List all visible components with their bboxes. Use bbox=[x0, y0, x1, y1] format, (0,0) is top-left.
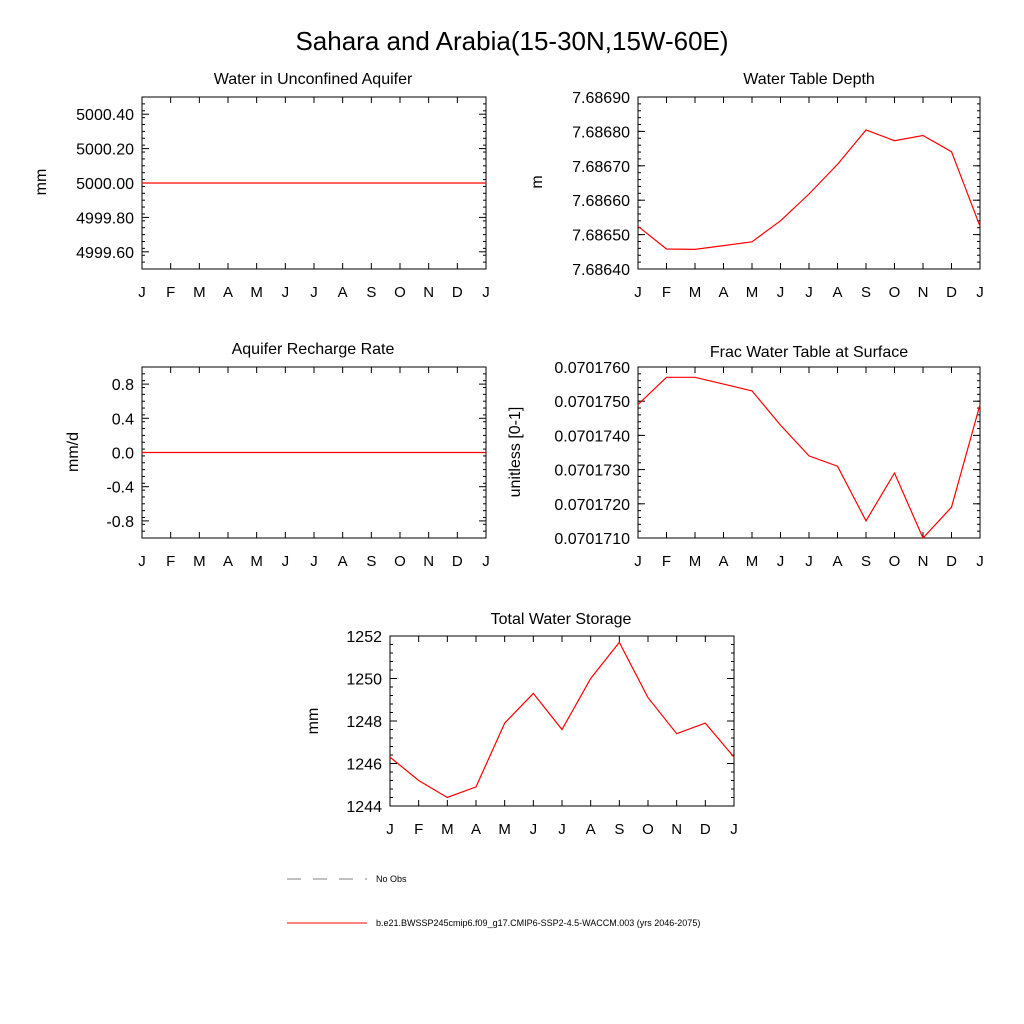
y-tick-label: 0.0701710 bbox=[554, 531, 630, 548]
x-tick-label: N bbox=[917, 553, 929, 570]
y-tick-label: -0.8 bbox=[106, 513, 134, 531]
x-tick-label: O bbox=[642, 821, 654, 838]
y-tick-label: 1248 bbox=[346, 714, 382, 731]
x-tick-label: A bbox=[718, 284, 729, 301]
x-tick-label: F bbox=[166, 553, 176, 570]
x-tick-label: D bbox=[946, 553, 957, 570]
y-tick-label: 7.68650 bbox=[572, 227, 630, 245]
x-tick-label: J bbox=[281, 284, 290, 301]
x-tick-label: J bbox=[310, 553, 318, 570]
panel-title: Frac Water Table at Surface bbox=[709, 344, 909, 361]
x-tick-label: D bbox=[699, 821, 711, 838]
x-tick-label: N bbox=[917, 284, 929, 301]
y-tick-label: 7.68670 bbox=[572, 158, 630, 176]
x-tick-label: J bbox=[634, 284, 642, 301]
y-axis-label: unitless [0-1] bbox=[507, 406, 524, 498]
chart-5 bbox=[346, 629, 737, 838]
x-tick-label: J bbox=[310, 284, 318, 301]
y-tick-label: 1244 bbox=[346, 799, 382, 816]
x-tick-label: J bbox=[976, 284, 984, 301]
x-tick-label: A bbox=[337, 553, 348, 570]
x-tick-label: J bbox=[558, 821, 566, 838]
y-tick-label: 0.0701760 bbox=[554, 360, 630, 377]
x-tick-label: A bbox=[585, 821, 596, 838]
y-tick-label: 7.68680 bbox=[572, 124, 630, 142]
y-tick-label: 5000.00 bbox=[76, 176, 134, 193]
y-tick-label: 7.68660 bbox=[572, 193, 630, 211]
x-tick-label: J bbox=[776, 553, 785, 570]
x-tick-label: M bbox=[745, 553, 759, 570]
x-tick-label: M bbox=[498, 821, 511, 838]
x-tick-label: O bbox=[888, 553, 901, 570]
x-tick-label: A bbox=[832, 284, 843, 301]
y-tick-label: 0.4 bbox=[111, 411, 134, 429]
x-tick-label: J bbox=[281, 553, 290, 570]
y-tick-label: 1250 bbox=[346, 671, 382, 689]
x-tick-label: N bbox=[671, 821, 683, 838]
plot-frame bbox=[638, 367, 980, 538]
x-tick-label: F bbox=[414, 821, 424, 838]
panel-title: Water in Unconfined Aquifer bbox=[213, 71, 413, 88]
x-tick-label: J bbox=[805, 284, 813, 301]
legend-obs-label: No Obs bbox=[376, 874, 407, 884]
x-tick-label: O bbox=[394, 553, 406, 570]
x-tick-label: A bbox=[832, 553, 843, 570]
series-line bbox=[638, 130, 980, 249]
x-tick-label: M bbox=[688, 284, 702, 301]
chart-4 bbox=[554, 360, 983, 570]
y-tick-label: -0.4 bbox=[106, 479, 134, 497]
x-tick-label: J bbox=[482, 284, 490, 301]
x-tick-label: J bbox=[776, 284, 785, 301]
x-tick-label: N bbox=[423, 284, 435, 301]
panel-title: Water Table Depth bbox=[743, 71, 875, 88]
series-line bbox=[638, 377, 980, 538]
legend bbox=[287, 874, 700, 928]
x-tick-label: A bbox=[222, 553, 234, 570]
plot-frame bbox=[638, 97, 980, 269]
x-tick-label: J bbox=[482, 553, 490, 570]
x-tick-label: D bbox=[451, 284, 463, 301]
x-tick-label: S bbox=[614, 821, 625, 838]
y-tick-label: 4999.60 bbox=[76, 244, 134, 262]
x-tick-label: D bbox=[451, 553, 463, 570]
x-tick-label: J bbox=[386, 821, 394, 838]
legend-model-label: b.e21.BWSSP245cmip6.f09_g17.CMIP6-SSP2-4.5-WACCM.003 (yrs 2046-2075) bbox=[376, 918, 701, 928]
panel-title: Aquifer Recharge Rate bbox=[231, 341, 395, 358]
y-tick-label: 7.68640 bbox=[572, 262, 630, 279]
y-axis-label: mm bbox=[33, 168, 50, 196]
x-tick-label: A bbox=[718, 553, 729, 570]
x-tick-label: J bbox=[805, 553, 813, 570]
x-tick-label: O bbox=[888, 284, 901, 301]
x-tick-label: M bbox=[250, 553, 263, 570]
y-tick-label: 1252 bbox=[346, 629, 382, 646]
plot-frame bbox=[390, 636, 734, 806]
x-tick-label: S bbox=[366, 284, 377, 301]
y-tick-label: 4999.80 bbox=[76, 210, 134, 228]
figure-title: Sahara and Arabia(15-30N,15W-60E) bbox=[295, 26, 729, 56]
x-tick-label: J bbox=[138, 284, 146, 301]
y-tick-label: 0.0701730 bbox=[554, 462, 630, 480]
y-tick-label: 7.68690 bbox=[572, 90, 630, 107]
x-tick-label: S bbox=[860, 553, 872, 570]
x-tick-label: S bbox=[366, 553, 377, 570]
chart-1 bbox=[76, 97, 490, 301]
x-tick-label: O bbox=[394, 284, 406, 301]
y-tick-label: 0.0 bbox=[111, 445, 134, 463]
y-axis-label: mm/d bbox=[65, 432, 82, 472]
x-tick-label: M bbox=[688, 553, 702, 570]
x-tick-label: M bbox=[193, 284, 206, 301]
chart-2 bbox=[572, 90, 984, 301]
x-tick-label: A bbox=[337, 284, 348, 301]
x-tick-label: M bbox=[745, 284, 759, 301]
y-tick-label: 1246 bbox=[346, 756, 382, 774]
x-tick-label: F bbox=[166, 284, 176, 301]
x-tick-label: J bbox=[138, 553, 146, 570]
y-tick-label: 0.0701750 bbox=[554, 394, 630, 412]
x-tick-label: N bbox=[423, 553, 435, 570]
panel-title: Total Water Storage bbox=[490, 611, 632, 628]
x-tick-label: M bbox=[193, 553, 206, 570]
x-tick-label: A bbox=[470, 821, 482, 838]
x-tick-label: A bbox=[222, 284, 234, 301]
x-tick-label: M bbox=[441, 821, 454, 838]
x-tick-label: S bbox=[860, 284, 872, 301]
x-tick-label: J bbox=[730, 821, 738, 838]
x-tick-label: J bbox=[634, 553, 642, 570]
x-tick-label: D bbox=[946, 284, 957, 301]
series-line bbox=[390, 642, 734, 797]
y-tick-label: 5000.20 bbox=[76, 141, 134, 159]
y-tick-label: 5000.40 bbox=[76, 107, 134, 125]
y-axis-label: mm bbox=[305, 707, 322, 735]
chart-3 bbox=[106, 367, 489, 570]
x-tick-label: J bbox=[976, 553, 984, 570]
y-tick-label: 0.0701720 bbox=[554, 496, 630, 514]
x-tick-label: F bbox=[661, 284, 672, 301]
x-tick-label: M bbox=[250, 284, 263, 301]
y-axis-label: m bbox=[529, 175, 546, 189]
y-tick-label: 0.8 bbox=[111, 377, 134, 395]
x-tick-label: J bbox=[529, 821, 538, 838]
x-tick-label: F bbox=[661, 553, 672, 570]
y-tick-label: 0.0701740 bbox=[554, 428, 630, 446]
